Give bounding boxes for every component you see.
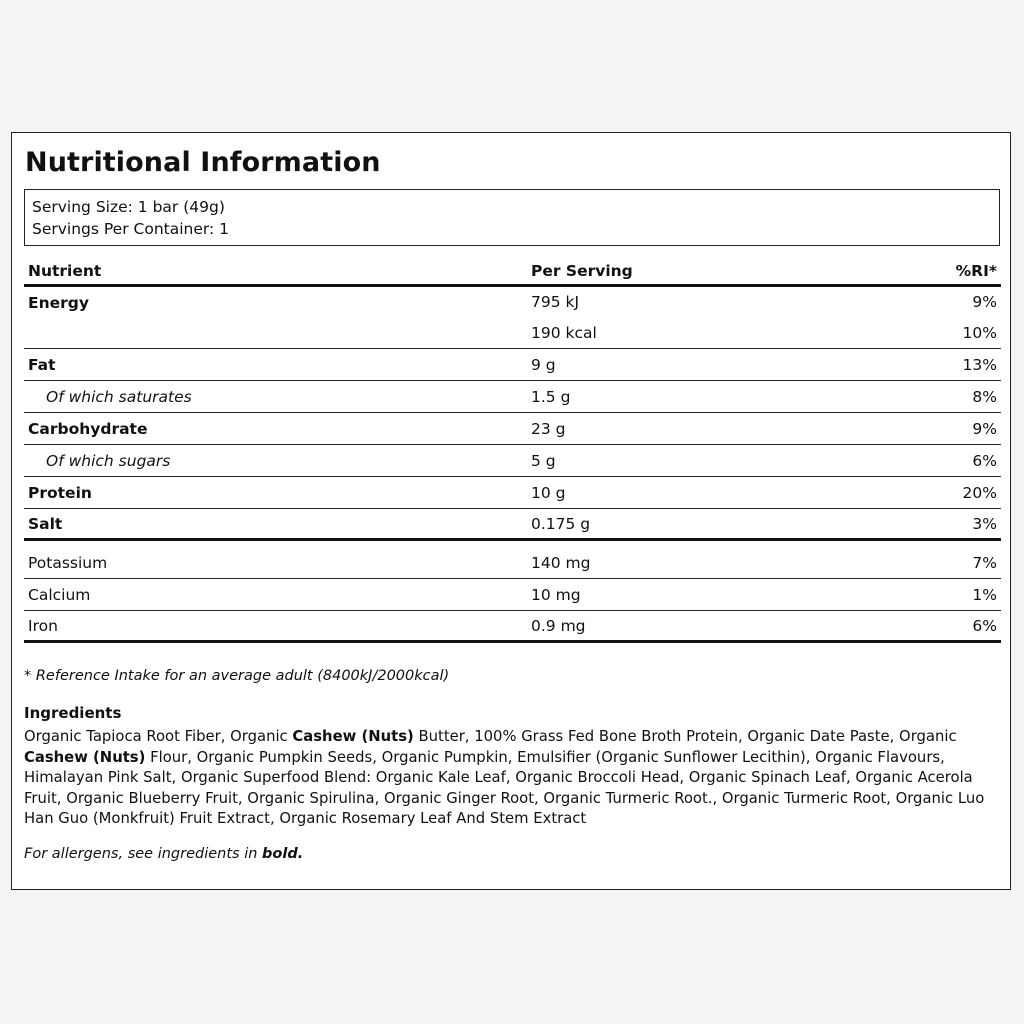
nutrient-ri: 3% — [972, 514, 997, 533]
ingredients-text — [24, 727, 999, 830]
ingredients-part: Organic Tapioca Root Fiber, Organic — [24, 728, 293, 745]
nutrient-name: Potassium — [28, 553, 108, 572]
header-nutrient: Nutrient — [28, 261, 102, 280]
energy-kcal-ri: 10% — [962, 324, 997, 342]
nutrient-ri: 7% — [972, 553, 997, 572]
table-row-potassium — [24, 541, 1001, 579]
header-ri: %RI* — [955, 261, 997, 280]
nutrient-value: 1.5 g — [531, 387, 571, 406]
table-header — [24, 257, 1001, 287]
table-row-sugars — [24, 445, 1001, 477]
nutrient-value: 0.9 mg — [531, 616, 586, 635]
serving-info-box — [24, 189, 1000, 246]
nutrient-name: Protein — [28, 483, 92, 502]
ri-footnote: * Reference Intake for an average adult (8400kJ/2000kcal) — [24, 668, 450, 684]
ingredients-part: Butter, 100% Grass Fed Bone Broth Protein, Organic Date Paste, Organic — [413, 728, 957, 745]
table-row-carbohydrate — [24, 413, 1001, 445]
servings-per-container: Servings Per Container: 1 — [32, 220, 230, 238]
allergen-highlight: Cashew (Nuts) — [24, 748, 146, 766]
ingredients-part: Flour, Organic Pumpkin Seeds, Organic Pumpkin, Emulsifier (Organic Sunflower Lecithin), Organic Flavours, Himalayan Pink Salt, Organic Superfood Blend: Organic Kale Leaf, Organic Broccoli Head, Organic Spinach Leaf, Organic Acerola Fruit, Organic Blueberry Fruit, Organic Spirulina, Organic Ginger Root, Organic Turmeric Root., Organic Turmeric Root, Organic Luo Han Guo (Monkfruit) Fruit Extract, Organic Rosemary Leaf And Stem Extract — [24, 748, 985, 828]
nutrient-value: 9 g — [531, 355, 556, 374]
allergen-highlight: Cashew (Nuts) — [292, 728, 414, 745]
table-row-salt — [24, 509, 1001, 541]
energy-values — [531, 287, 831, 348]
table-row-fat — [24, 349, 1001, 381]
nutrient-ri: 6% — [972, 451, 997, 470]
nutrient-name: Of which sugars — [46, 451, 171, 470]
table-row-iron — [24, 611, 1001, 643]
page-title: Nutritional Information — [25, 147, 381, 178]
nutrient-value: 23 g — [531, 419, 566, 438]
nutrient-ri: 20% — [962, 483, 997, 502]
nutrient-name: Energy — [28, 294, 89, 312]
nutrition-table — [24, 257, 1001, 643]
ingredients-heading: Ingredients — [24, 704, 122, 722]
nutrient-name: Salt — [28, 514, 63, 533]
energy-ri-values — [831, 287, 1001, 348]
allergen-note-bold: bold. — [262, 846, 304, 862]
nutrient-value: 5 g — [531, 451, 556, 470]
nutrient-ri: 8% — [972, 387, 997, 406]
nutrient-value: 10 mg — [531, 585, 581, 604]
allergen-note-text: For allergens, see ingredients in — [24, 846, 263, 862]
table-row-saturates — [24, 381, 1001, 413]
table-row-energy — [24, 287, 1001, 349]
nutrient-name: Calcium — [28, 585, 91, 604]
table-row-protein — [24, 477, 1001, 509]
energy-kj: 795 kJ — [531, 293, 580, 311]
nutrient-name: Carbohydrate — [28, 419, 148, 438]
nutrient-name: Iron — [28, 616, 58, 635]
table-row-calcium — [24, 579, 1001, 611]
nutrient-value: 0.175 g — [531, 514, 591, 533]
nutrition-panel — [11, 132, 1011, 890]
energy-kcal: 190 kcal — [531, 324, 597, 342]
nutrient-value: 10 g — [531, 483, 566, 502]
energy-kj-ri: 9% — [972, 293, 997, 311]
serving-size: Serving Size: 1 bar (49g) — [32, 198, 225, 216]
nutrient-value: 140 mg — [531, 553, 591, 572]
nutrient-name: Fat — [28, 355, 56, 374]
nutrient-ri: 6% — [972, 616, 997, 635]
nutrient-ri: 13% — [962, 355, 997, 374]
nutrient-name: Of which saturates — [46, 387, 192, 406]
nutrient-ri: 1% — [972, 585, 997, 604]
nutrient-ri: 9% — [972, 419, 997, 438]
allergen-note — [24, 846, 303, 862]
header-per-serving: Per Serving — [531, 261, 633, 280]
